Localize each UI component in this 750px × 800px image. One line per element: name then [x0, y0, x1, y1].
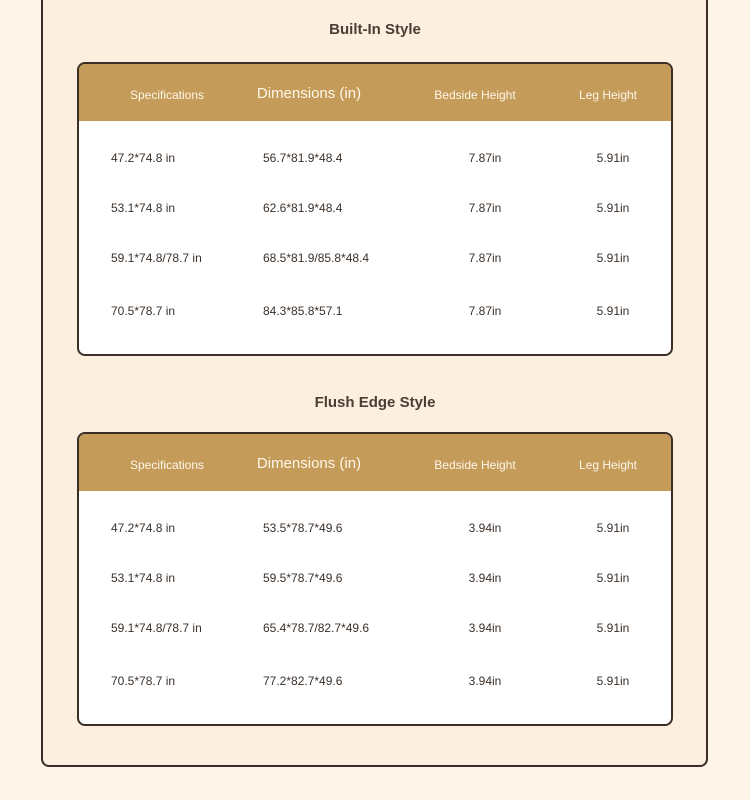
header-leg-height: Leg Height — [578, 88, 638, 102]
cell-bedside-height: 3.94in — [468, 571, 502, 585]
cell-specification: 47.2*74.8 in — [111, 521, 176, 535]
header-bedside-height: Bedside Height — [434, 458, 516, 472]
cell-leg-height: 5.91in — [596, 571, 630, 585]
cell-leg-height: 5.91in — [596, 621, 630, 635]
header-bedside-height: Bedside Height — [434, 88, 516, 102]
cell-specification: 47.2*74.8 in — [111, 151, 176, 165]
cell-specification: 70.5*78.7 in — [111, 304, 176, 318]
cell-bedside-height: 3.94in — [468, 674, 502, 688]
header-dimensions: Dimensions (in) — [256, 85, 362, 102]
cell-dimensions: 53.5*78.7*49.6 — [263, 521, 343, 535]
cell-specification: 59.1*74.8/78.7 in — [111, 251, 202, 265]
cell-dimensions: 77.2*82.7*49.6 — [263, 674, 343, 688]
header-specifications: Specifications — [129, 458, 205, 472]
cell-bedside-height: 3.94in — [468, 521, 502, 535]
table-header — [79, 434, 671, 491]
cell-leg-height: 5.91in — [596, 521, 630, 535]
cell-dimensions: 59.5*78.7*49.6 — [263, 571, 343, 585]
cell-bedside-height: 7.87in — [468, 151, 502, 165]
table-row — [79, 521, 671, 541]
cell-bedside-height: 7.87in — [468, 251, 502, 265]
cell-dimensions: 65.4*78.7/82.7*49.6 — [263, 621, 370, 635]
table-row — [79, 251, 671, 271]
header-dimensions: Dimensions (in) — [256, 455, 362, 472]
cell-leg-height: 5.91in — [596, 251, 630, 265]
section-title-built-in: Built-In Style — [329, 21, 421, 38]
cell-leg-height: 5.91in — [596, 674, 630, 688]
cell-specification: 53.1*74.8 in — [111, 201, 176, 215]
cell-dimensions: 56.7*81.9*48.4 — [263, 151, 343, 165]
cell-bedside-height: 7.87in — [468, 201, 502, 215]
table-row — [79, 304, 671, 324]
spec-table-built-in — [77, 62, 673, 356]
cell-leg-height: 5.91in — [596, 151, 630, 165]
cell-leg-height: 5.91in — [596, 304, 630, 318]
cell-specification: 53.1*74.8 in — [111, 571, 176, 585]
cell-specification: 59.1*74.8/78.7 in — [111, 621, 202, 635]
cell-dimensions: 62.6*81.9*48.4 — [263, 201, 343, 215]
header-specifications: Specifications — [129, 88, 205, 102]
cell-dimensions: 68.5*81.9/85.8*48.4 — [263, 251, 370, 265]
table-row — [79, 201, 671, 221]
section-title-flush-edge: Flush Edge Style — [314, 394, 436, 411]
table-row — [79, 621, 671, 641]
cell-bedside-height: 3.94in — [468, 621, 502, 635]
cell-leg-height: 5.91in — [596, 201, 630, 215]
header-leg-height: Leg Height — [578, 458, 638, 472]
cell-dimensions: 84.3*85.8*57.1 — [263, 304, 343, 318]
table-row — [79, 151, 671, 171]
table-row — [79, 674, 671, 694]
table-header — [79, 64, 671, 121]
table-row — [79, 571, 671, 591]
spec-table-flush-edge — [77, 432, 673, 726]
cell-bedside-height: 7.87in — [468, 304, 502, 318]
cell-specification: 70.5*78.7 in — [111, 674, 176, 688]
